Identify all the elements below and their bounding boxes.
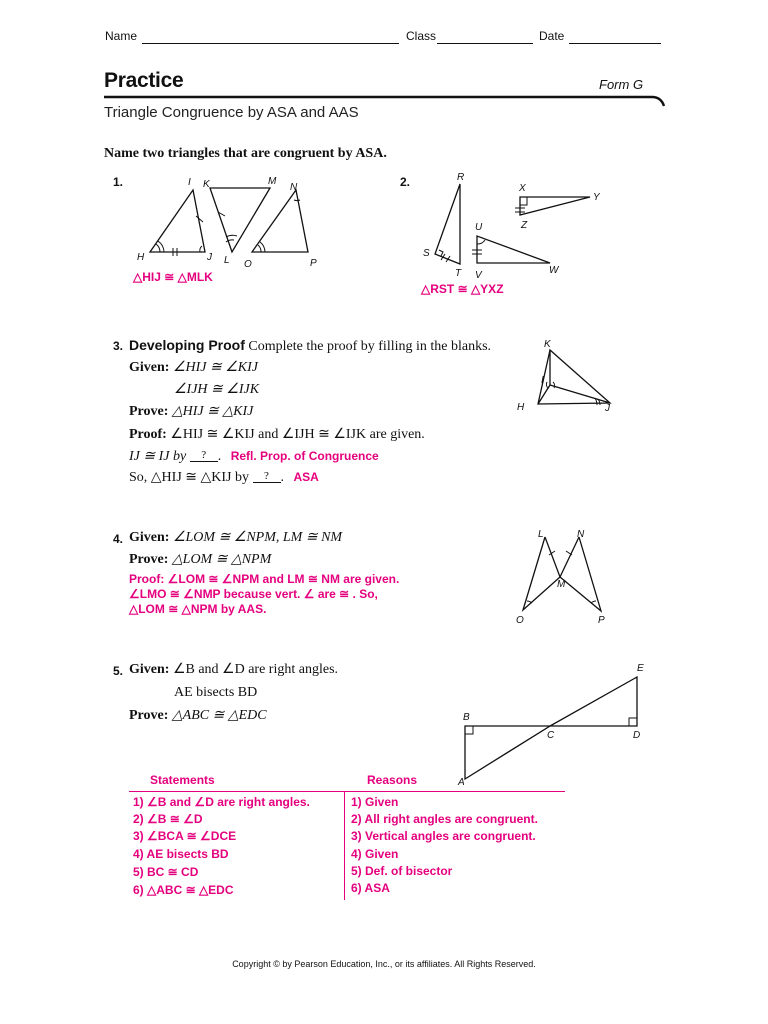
label-E5: E — [637, 663, 644, 674]
problem3-proof-line1 — [129, 426, 425, 443]
statement-row-1: 1) ∠B and ∠D are right angles. — [133, 795, 310, 809]
reason-row-5: 5) Def. of bisector — [351, 864, 453, 878]
label-X: X — [519, 183, 526, 194]
given-4: ∠LOM ≅ ∠NPM, LM ≅ NM — [172, 530, 343, 545]
label-I3: I — [541, 375, 544, 386]
reason-row-6: 6) ASA — [351, 881, 390, 895]
label-M: M — [268, 176, 277, 187]
label-R: R — [457, 172, 465, 183]
label-J3: J — [605, 403, 610, 414]
given2-5: AE bisects BD — [174, 685, 258, 700]
label-T: T — [455, 268, 462, 279]
label-I: I — [188, 177, 191, 188]
table-rule-vertical — [344, 792, 345, 900]
problem3-figure — [510, 335, 620, 420]
statements-header: Statements — [150, 773, 215, 787]
problem4-prove-line — [129, 551, 271, 568]
problem3-prove-line — [129, 403, 253, 420]
proof-line1: ∠HIJ ≅ ∠KIJ and ∠IJH ≅ ∠IJK are given. — [170, 427, 425, 442]
given-label-5: Given: — [129, 662, 170, 677]
problem5-number: 5. — [113, 664, 124, 678]
blank-2[interactable]: ? — [253, 470, 281, 483]
label-B5: B — [463, 712, 470, 723]
problem3-proof-line2: IJ ≅ IJ by ? . Refl. Prop. of Congruence — [129, 449, 379, 464]
problem5-figure — [455, 660, 655, 790]
label-A5: A — [458, 777, 465, 788]
label-P: P — [310, 258, 317, 269]
given-label-4: Given: — [129, 530, 170, 545]
prove-5: △ABC ≅ △EDC — [171, 708, 267, 723]
statement-row-6: 6) △ABC ≅ △EDC — [133, 883, 234, 897]
label-O: O — [244, 259, 252, 270]
label-W: W — [549, 265, 559, 276]
label-K: K — [203, 179, 210, 190]
date-blank[interactable] — [569, 43, 661, 44]
label-U: U — [475, 222, 483, 233]
proof-line2: IJ ≅ IJ by — [129, 449, 187, 464]
problem4-given-line — [129, 529, 342, 546]
name-label: Name — [105, 29, 138, 43]
statement-row-2: 2) ∠B ≅ ∠D — [133, 812, 203, 826]
label-N4: N — [577, 529, 585, 540]
class-blank[interactable] — [437, 43, 533, 44]
prove-label-5: Prove: — [129, 708, 169, 723]
problem5-prove-line — [129, 707, 267, 724]
prove-label-4: Prove: — [129, 552, 169, 567]
label-O4: O — [516, 615, 524, 626]
problem4-answer-line2: ∠LMO ≅ ∠NMP because vert. ∠ are ≅ . So, — [129, 587, 378, 601]
copyright: Copyright © by Pearson Education, Inc., or its affiliates. All Rights Reserved. — [232, 959, 536, 969]
label-Y: Y — [593, 192, 600, 203]
problem2-number: 2. — [400, 175, 411, 189]
label-H: H — [137, 252, 145, 263]
label-P4: P — [598, 615, 605, 626]
reason-row-2: 2) All right angles are congruent. — [351, 812, 538, 826]
problem2-figure — [415, 170, 615, 285]
label-V: V — [475, 270, 482, 281]
problem4-number: 4. — [113, 532, 124, 546]
proof-line3: So, △HIJ ≅ △KIJ by — [129, 470, 249, 485]
given1: ∠HIJ ≅ ∠KIJ — [172, 360, 258, 375]
label-C5: C — [547, 730, 555, 741]
label-Z: Z — [521, 220, 528, 231]
given2: ∠IJH ≅ ∠IJK — [174, 382, 260, 397]
proof-label: Proof: — [129, 427, 167, 442]
reason-row-1: 1) Given — [351, 795, 399, 809]
problem2-answer: △RST ≅ △YXZ — [421, 282, 504, 296]
problem3-header — [129, 337, 491, 355]
statement-row-4: 4) AE bisects BD — [133, 847, 229, 861]
statement-row-5: 5) BC ≅ CD — [133, 865, 199, 879]
label-S: S — [423, 248, 430, 259]
table-rule-horizontal — [129, 791, 565, 792]
reason-row-4: 4) Given — [351, 847, 399, 861]
label-H3: H — [517, 402, 525, 413]
problem4-answer-line3: △LOM ≅ △NPM by AAS. — [129, 602, 267, 616]
label-M4: M — [557, 579, 566, 590]
label-L4: L — [538, 529, 544, 540]
problem4-answer-line1: Proof: ∠LOM ≅ ∠NPM and LM ≅ NM are given. — [129, 572, 400, 586]
page-subtitle: Triangle Congruence by ASA and AAS — [104, 104, 359, 121]
problem3-proof-line3: So, △HIJ ≅ △KIJ by ? . ASA — [129, 470, 319, 485]
given1-5: ∠B and ∠D are right angles. — [172, 662, 339, 677]
problem3-answer2: ASA — [293, 470, 319, 484]
reason-row-3: 3) Vertical angles are congruent. — [351, 829, 536, 843]
reasons-header: Reasons — [367, 773, 418, 787]
form-label: Form G — [599, 77, 644, 92]
problem5-given-line1 — [129, 661, 338, 678]
page-title: Practice — [104, 69, 184, 92]
prove-label: Prove: — [129, 404, 169, 419]
label-J: J — [207, 252, 212, 263]
blank-1[interactable]: ? — [190, 449, 218, 462]
instruction: Name two triangles that are congruent by ASA. — [104, 146, 387, 161]
class-label: Class — [406, 29, 437, 43]
name-blank[interactable] — [142, 43, 399, 44]
given-label: Given: — [129, 360, 170, 375]
statement-row-3: 3) ∠BCA ≅ ∠DCE — [133, 829, 237, 843]
problem1-answer: △HIJ ≅ △MLK — [133, 270, 213, 284]
problem1-figure — [130, 170, 330, 270]
label-K3: K — [544, 339, 551, 350]
problem4-figure — [505, 525, 615, 630]
prove-statement: △HIJ ≅ △KIJ — [171, 404, 254, 419]
problem1-number: 1. — [113, 175, 124, 189]
problem3-heading: Developing Proof — [129, 337, 245, 353]
problem3-given-line1 — [129, 359, 258, 376]
label-D5: D — [633, 730, 641, 741]
label-L: L — [224, 255, 230, 266]
problem3-number: 3. — [113, 339, 124, 353]
prove-4: △LOM ≅ △NPM — [171, 552, 272, 567]
label-N: N — [290, 182, 298, 193]
date-label: Date — [539, 29, 565, 43]
problem3-answer1: Refl. Prop. of Congruence — [230, 449, 379, 463]
problem3-instruction: Complete the proof by filling in the blanks. — [248, 339, 492, 354]
